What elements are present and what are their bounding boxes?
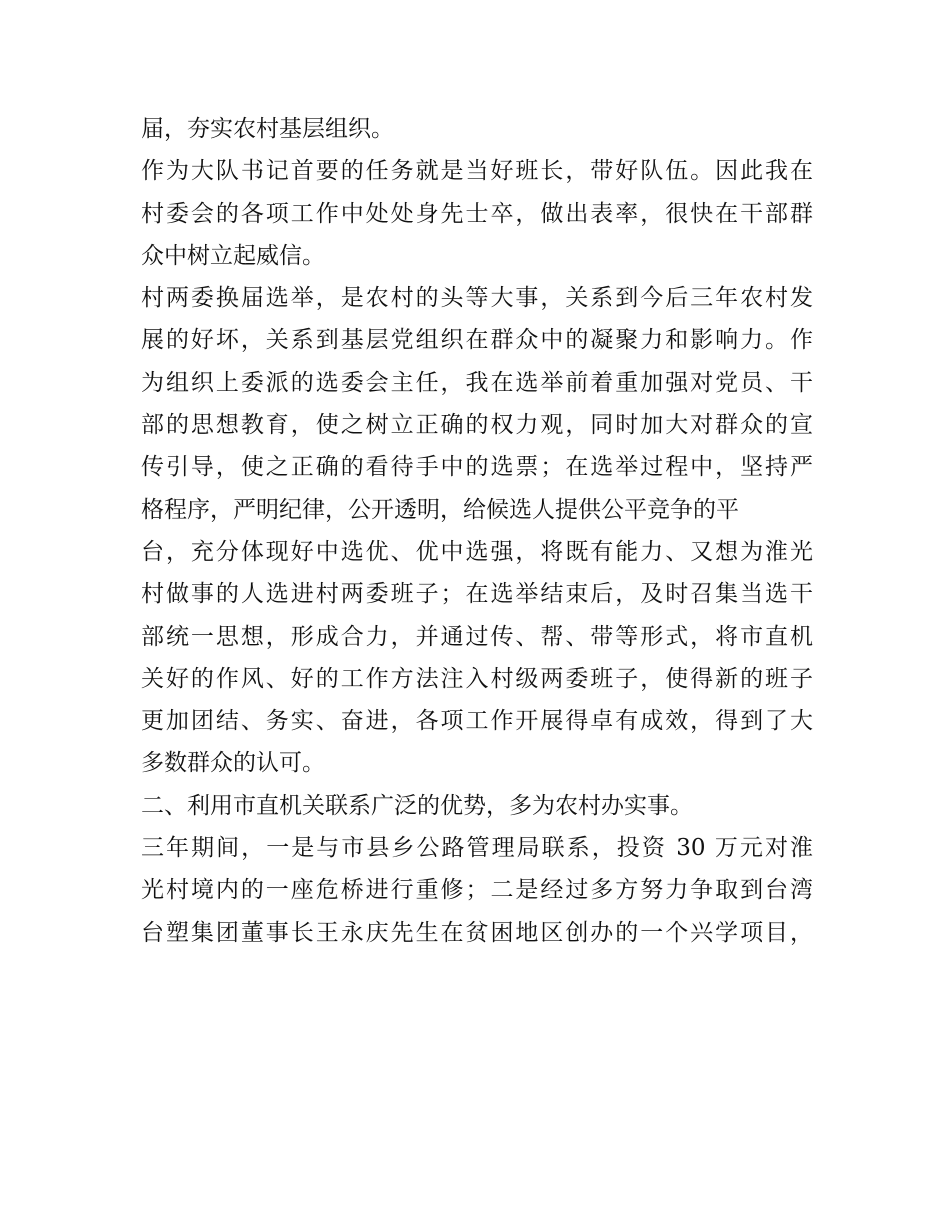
text-line: 部统一思想，形成合力，并通过传、帮、带等形式，将市直机 [141, 623, 813, 650]
text-line: 二、利用市直机关联系广泛的优势，多为农村办实事。 [141, 792, 693, 819]
text-line: 村委会的各项工作中处处身先士卒，做出表率，很快在干部群 [141, 200, 813, 227]
text-line: 多数群众的认可。 [141, 750, 325, 777]
text-line: 部的思想教育，使之树立正确的权力观，同时加大对群众的宣 [141, 412, 813, 439]
text-line: 传引导，使之正确的看待手中的选票；在选举过程中，坚持严 [141, 454, 813, 481]
text-line: 台塑集团董事长王永庆先生在贫困地区创办的一个兴学项目， [141, 919, 813, 946]
document-body [141, 108, 813, 954]
text-line: 格程序，严明纪律，公开透明，给候选人提供公平竞争的平 [141, 496, 739, 523]
text-line: 关好的作风、好的工作方法注入村级两委班子，使得新的班子 [141, 665, 813, 692]
text-line: 届，夯实农村基层组织。 [141, 116, 394, 142]
text-line: 作为大队书记首要的任务就是当好班长，带好队伍。因此我在 [141, 158, 813, 185]
text-line: 为组织上委派的选委会主任，我在选举前着重加强对党员、干 [141, 369, 813, 396]
text-line: 村做事的人选进村两委班子；在选举结束后，及时召集当选干 [141, 581, 813, 608]
text-line: 展的好坏，关系到基层党组织在群众中的凝聚力和影响力。作 [141, 327, 813, 354]
text-line: 村两委换届选举，是农村的头等大事，关系到今后三年农村发 [141, 285, 813, 312]
text-line: 光村境内的一座危桥进行重修；二是经过多方努力争取到台湾 [141, 877, 813, 904]
text-line: 众中树立起威信。 [141, 242, 325, 269]
text-line: 台，充分体现好中选优、优中选强，将既有能力、又想为淮光 [141, 538, 813, 565]
text-line: 更加团结、务实、奋进，各项工作开展得卓有成效，得到了大 [141, 708, 813, 735]
text-line: 三年期间，一是与市县乡公路管理局联系，投资 30 万元对淮 [141, 835, 813, 862]
